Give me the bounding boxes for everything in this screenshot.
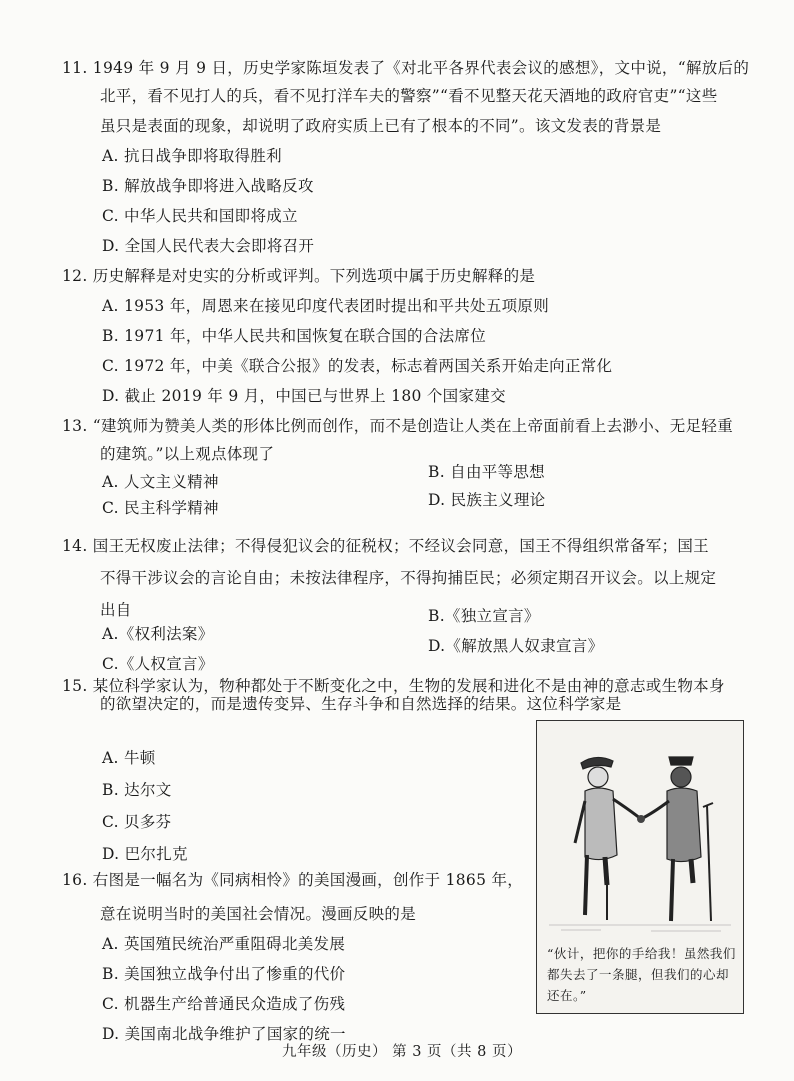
q16-stem-line1: 16. 右图是一幅名为《同病相怜》的美国漫画，创作于 1865 年， [62, 871, 524, 889]
q14-option-a[interactable]: A.《权利法案》 [102, 625, 214, 643]
q11-option-c[interactable]: C. 中华人民共和国即将成立 [102, 207, 298, 225]
q11-option-b[interactable]: B. 解放战争即将进入战略反攻 [102, 177, 314, 195]
q11-stem-line2: 北平，看不见打人的兵，看不见打洋车夫的警察”“看不见整天花天酒地的政府官吏”“这些 [100, 87, 718, 105]
page-footer: 九年级（历史） 第 3 页（共 8 页） [282, 1044, 522, 1060]
q14-option-d[interactable]: D.《解放黑人奴隶宣言》 [428, 637, 604, 655]
q13-stem-line1: 13. “建筑师为赞美人类的形体比例而创作，而不是创造让人类在上帝面前看上去渺小、无足轻重 [62, 417, 734, 435]
q11-option-d[interactable]: D. 全国人民代表大会即将召开 [102, 237, 315, 255]
q13-stem-line2: 的建筑。”以上观点体现了 [100, 445, 275, 463]
cartoon-illustration [541, 725, 739, 940]
q16-stem-line2: 意在说明当时的美国社会情况。漫画反映的是 [100, 905, 417, 923]
q14-stem-line3: 出自 [100, 601, 132, 619]
q15-option-a[interactable]: A. 牛顿 [102, 749, 156, 767]
q11-stem-line1: 11. 1949 年 9 月 9 日，历史学家陈垣发表了《对北平各界代表会议的感想》，文中说，“解放后的 [62, 59, 750, 77]
q12-option-a[interactable]: A. 1953 年，周恩来在接见印度代表团时提出和平共处五项原则 [102, 297, 550, 315]
q12-option-c[interactable]: C. 1972 年，中美《联合公报》的发表，标志着两国关系开始走向正常化 [102, 357, 613, 375]
q13-option-c[interactable]: C. 民主科学精神 [102, 499, 219, 517]
q16-option-b[interactable]: B. 美国独立战争付出了惨重的代价 [102, 965, 346, 983]
q13-option-d[interactable]: D. 民族主义理论 [428, 491, 546, 509]
q14-stem-line2: 不得干涉议会的言论自由；未按法律程序，不得拘捕臣民；必须定期召开议会。以上规定 [100, 569, 717, 587]
q13-option-a[interactable]: A. 人文主义精神 [102, 473, 219, 491]
q12-stem-line1: 12. 历史解释是对史实的分析或评判。下列选项中属于历史解释的是 [62, 267, 536, 285]
q11-stem-line3: 虽只是表面的现象，却说明了政府实质上已有了根本的不同”。该文发表的背景是 [100, 117, 662, 135]
q11-option-a[interactable]: A. 抗日战争即将取得胜利 [102, 147, 282, 165]
q16-option-a[interactable]: A. 英国殖民统治严重阻碍北美发展 [102, 935, 346, 953]
q15-option-c[interactable]: C. 贝多芬 [102, 813, 172, 831]
q14-option-c[interactable]: C.《人权宣言》 [102, 655, 214, 673]
q13-option-b[interactable]: B. 自由平等思想 [428, 463, 545, 481]
q14-stem-line1: 14. 国王无权废止法律；不得侵犯议会的征税权；不经议会同意，国王不得组织常备军；国王 [62, 537, 709, 555]
q15-stem-line2: 的欲望决定的，而是遗传变异、生存斗争和自然选择的结果。这位科学家是 [100, 695, 622, 713]
q12-option-d[interactable]: D. 截止 2019 年 9 月，中国已与世界上 180 个国家建交 [102, 387, 506, 405]
cartoon-caption: “伙计，把你的手给我！虽然我们都失去了一条腿，但我们的心却还在。” [547, 946, 736, 1003]
q14-option-b[interactable]: B.《独立宣言》 [428, 607, 540, 625]
q15-option-d[interactable]: D. 巴尔扎克 [102, 845, 188, 863]
q15-option-b[interactable]: B. 达尔文 [102, 781, 172, 799]
q16-option-d[interactable]: D. 美国南北战争维护了国家的统一 [102, 1025, 346, 1043]
q15-stem-line1: 15. 某位科学家认为，物种都处于不断变化之中，生物的发展和进化不是由神的意志或生物本身 [62, 677, 725, 695]
q16-option-c[interactable]: C. 机器生产给普通民众造成了伤残 [102, 995, 346, 1013]
q12-option-b[interactable]: B. 1971 年，中华人民共和国恢复在联合国的合法席位 [102, 327, 487, 345]
cartoon-figure [536, 720, 744, 1014]
